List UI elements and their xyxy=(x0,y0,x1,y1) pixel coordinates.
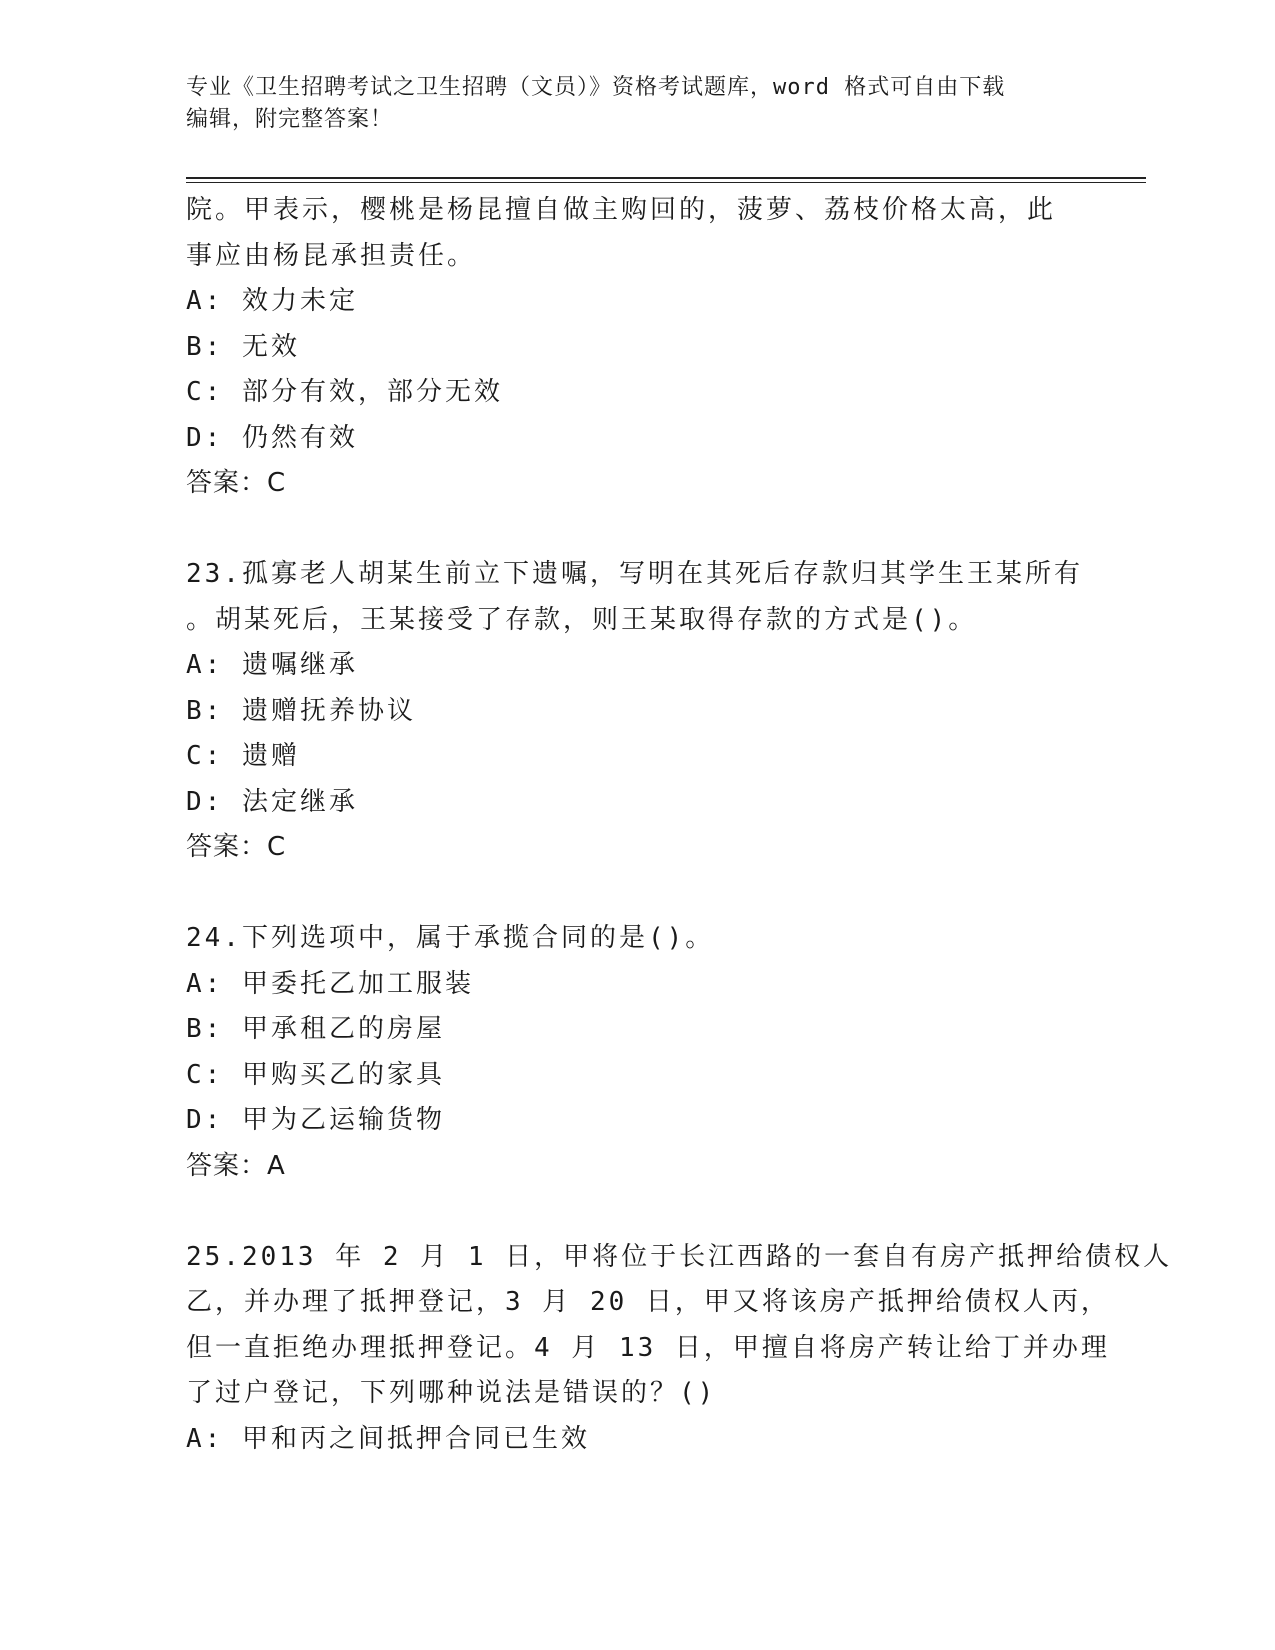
question-text-line: 24.下列选项中，属于承揽合同的是()。 xyxy=(186,923,715,953)
page-header xyxy=(186,72,1086,136)
question-text-line: 25.2013 年 2 月 1 日，甲将位于长江西路的一套自有房产抵押给债权人 xyxy=(186,1241,1173,1272)
option-d: D: 甲为乙运输货物 xyxy=(186,1105,445,1135)
answer-line: 答案：C xyxy=(186,468,287,498)
option-a: A: 遗嘱继承 xyxy=(186,650,358,680)
header-rule-thin xyxy=(186,182,1146,183)
header-rule-thick xyxy=(186,177,1146,179)
question-text-line: 乙，并办理了抵押登记，3 月 20 日，甲又将该房产抵押给债权人丙， xyxy=(186,1287,1110,1317)
option-a: A: 甲委托乙加工服装 xyxy=(186,968,474,999)
question-text-line: 事应由杨昆承担责任。 xyxy=(186,240,477,271)
header-line-1: 专业《卫生招聘考试之卫生招聘（文员）》资格考试题库，word 格式可自由下载 xyxy=(186,75,1006,100)
option-a: A: 效力未定 xyxy=(186,286,358,316)
question-22 xyxy=(186,188,1086,507)
question-text-line: 但一直拒绝办理抵押登记。4 月 13 日，甲擅自将房产转让给丁并办理 xyxy=(186,1332,1110,1363)
question-23 xyxy=(186,552,1086,871)
question-text-line: 23.孤寡老人胡某生前立下遗嘱，写明在其死后存款归其学生王某所有 xyxy=(186,559,1083,589)
question-25 xyxy=(186,1235,1173,1463)
option-c: C: 遗赠 xyxy=(186,741,300,771)
option-b: B: 甲承租乙的房屋 xyxy=(186,1014,445,1044)
option-c: C: 甲购买乙的家具 xyxy=(186,1059,445,1090)
option-b: B: 无效 xyxy=(186,331,300,362)
question-text-line: 院。甲表示，樱桃是杨昆擅自做主购回的，菠萝、荔枝价格太高，此 xyxy=(186,195,1057,225)
document-body xyxy=(186,188,1173,1462)
spacer xyxy=(186,507,1086,553)
option-a: A: 甲和丙之间抵押合同已生效 xyxy=(186,1423,590,1454)
question-text-line: 。胡某死后，王某接受了存款，则王某取得存款的方式是()。 xyxy=(186,604,978,635)
option-d: D: 仍然有效 xyxy=(186,422,358,453)
spacer xyxy=(186,871,1086,917)
option-d: D: 法定继承 xyxy=(186,786,358,817)
answer-line: 答案：A xyxy=(186,1150,286,1181)
option-b: B: 遗赠抚养协议 xyxy=(186,695,416,726)
header-line-2: 编辑，附完整答案！ xyxy=(186,107,394,132)
question-24 xyxy=(186,916,1086,1189)
question-text-line: 了过户登记，下列哪种说法是错误的？() xyxy=(186,1378,717,1408)
option-c: C: 部分有效，部分无效 xyxy=(186,377,503,407)
spacer xyxy=(186,1189,1086,1235)
answer-line: 答案：C xyxy=(186,832,287,862)
